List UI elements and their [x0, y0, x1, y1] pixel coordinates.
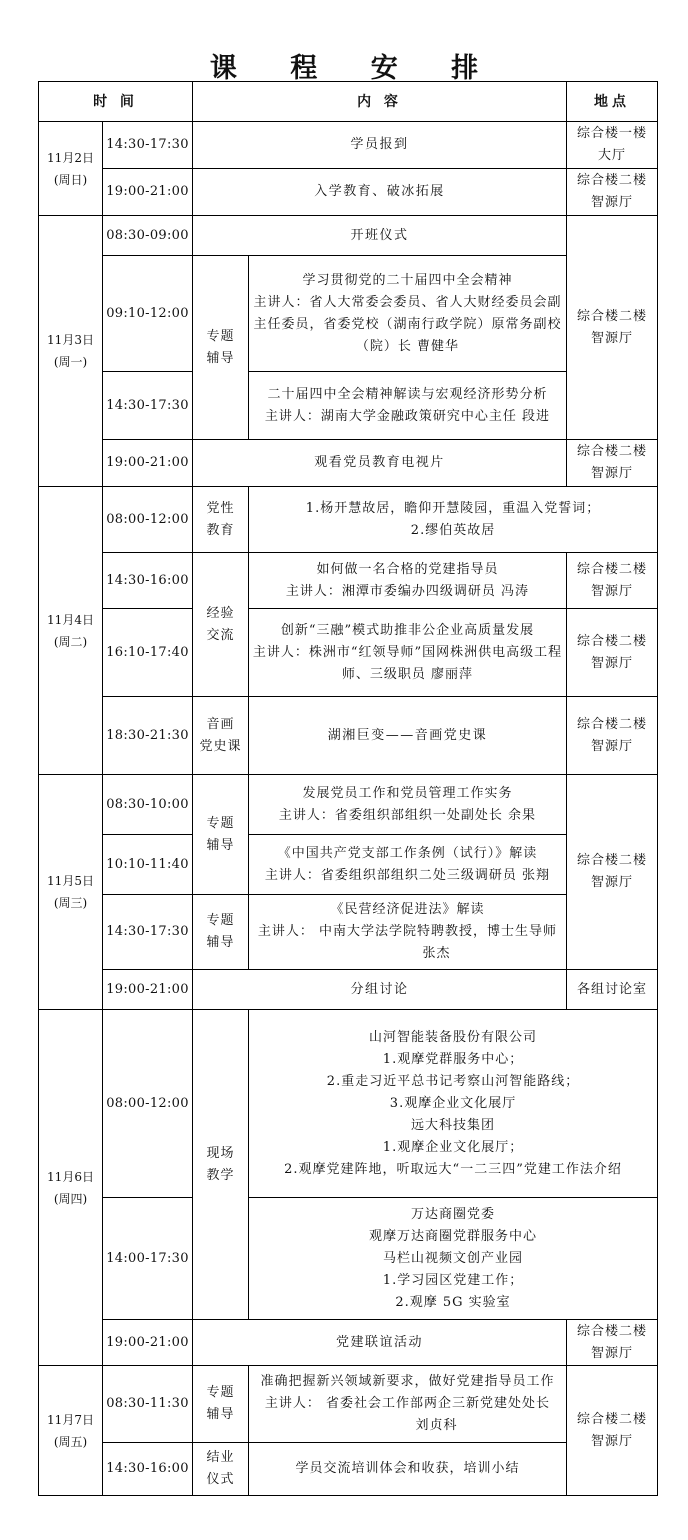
time-cell: 19:00-21:00: [103, 970, 193, 1010]
table-row: [39, 1198, 658, 1320]
content-cell: 二十届四中全会精神解读与宏观经济形势分析 主讲人：湖南大学金融政策研究中心主任 段进: [249, 372, 567, 440]
category-cell: 党性 教育: [193, 487, 249, 553]
content-cell: 1.杨开慧故居，瞻仰开慧陵园，重温入党誓词； 2.缪伯英故居: [249, 487, 658, 553]
location-cell: 综合楼二楼 智源厅: [567, 440, 658, 487]
time-cell: 18:30-21:30: [103, 697, 193, 775]
date-cell: 11月3日 (周一): [39, 216, 103, 487]
time-cell: 08:30-10:00: [103, 775, 193, 835]
time-cell: 08:00-12:00: [103, 487, 193, 553]
table-row: [39, 1010, 658, 1198]
time-cell: 19:00-21:00: [103, 440, 193, 487]
content-cell: 观看党员教育电视片: [193, 440, 567, 487]
weekday: (周日): [53, 172, 88, 187]
content-cell: 入学教育、破冰拓展: [193, 169, 567, 216]
table-row: [39, 440, 658, 487]
page-title: 课 程 安 排: [209, 53, 501, 84]
category-cell: 专题 辅导: [193, 775, 249, 895]
header-content: 内 容: [193, 82, 567, 122]
table-row: [39, 487, 658, 553]
table-row: [39, 970, 658, 1010]
content-cell: 万达商圈党委 观摩万达商圈党群服务中心 马栏山视频文创产业园 1.学习园区党建工作； 2.观摩 5G 实验室: [249, 1198, 658, 1320]
time-cell: 09:10-12:00: [103, 256, 193, 372]
category-cell: 音画 党史课: [193, 697, 249, 775]
content-cell: 《民营经济促进法》解读 主讲人： 中南大学法学院特聘教授，博士生导师 张杰: [249, 895, 567, 970]
date-cell: [39, 122, 103, 216]
location-cell: 综合楼二楼 智源厅: [567, 216, 658, 440]
header-location: 地点: [567, 82, 658, 122]
content-cell: 如何做一名合格的党建指导员 主讲人：湘潭市委编办四级调研员 冯涛: [249, 553, 567, 609]
time-cell: 16:10-17:40: [103, 609, 193, 697]
content-cell: 分组讨论: [193, 970, 567, 1010]
content-cell: 准确把握新兴领域新要求，做好党建指导员工作 主讲人： 省委社会工作部两企三新党建处处长 刘贞科: [249, 1366, 567, 1443]
location-cell: 综合楼二楼 智源厅: [567, 609, 658, 697]
date-cell: 11月5日 (周三): [39, 775, 103, 1010]
time-cell: 10:10-11:40: [103, 835, 193, 895]
date: 11月2日: [47, 150, 94, 165]
table-row: [39, 256, 658, 372]
table-row: [39, 169, 658, 216]
location-cell: 综合楼二楼 智源厅: [567, 1320, 658, 1366]
time-cell: 14:00-17:30: [103, 1198, 193, 1320]
location-cell: 各组讨论室: [567, 970, 658, 1010]
content-cell: 党建联谊活动: [193, 1320, 567, 1366]
table-row: [39, 697, 658, 775]
content-cell: 湖湘巨变——音画党史课: [249, 697, 567, 775]
content-cell: 学习贯彻党的二十届四中全会精神 主讲人：省人大常委会委员、省人大财经委员会副主任委员，省委党校（湖南行政学院）原常务副校（院）长 曹健华: [249, 256, 567, 372]
content-cell: 山河智能装备股份有限公司 1.观摩党群服务中心； 2.重走习近平总书记考察山河智能路线； 3.观摩企业文化展厅 远大科技集团 1.观摩企业文化展厅； 2.观摩党建阵地，听取远大“一二三四”党建工作法介绍: [249, 1010, 658, 1198]
header-row: [39, 82, 658, 122]
category-cell: 专题 辅导: [193, 895, 249, 970]
table-row: [39, 1320, 658, 1366]
time-cell: 08:00-12:00: [103, 1010, 193, 1198]
content-cell: 开班仪式: [193, 216, 567, 256]
table-row: [39, 553, 658, 609]
category-cell: 专题 辅导: [193, 1366, 249, 1443]
date-cell: 11月7日 (周五): [39, 1366, 103, 1496]
content-cell: 发展党员工作和党员管理工作实务 主讲人：省委组织部组织一处副处长 余果: [249, 775, 567, 835]
location-cell: 综合楼一楼 大厅: [567, 122, 658, 169]
category-cell: 经验 交流: [193, 553, 249, 697]
time-cell: 14:30-16:00: [103, 1443, 193, 1496]
category-cell: 结业 仪式: [193, 1443, 249, 1496]
location-cell: 综合楼二楼 智源厅: [567, 775, 658, 970]
time-cell: 19:00-21:00: [103, 169, 193, 216]
location-cell: 综合楼二楼 智源厅: [567, 697, 658, 775]
time-cell: 14:30-17:30: [103, 895, 193, 970]
location-cell: 综合楼二楼 智源厅: [567, 1366, 658, 1496]
location-cell: 综合楼二楼 智源厅: [567, 169, 658, 216]
content-cell: 《中国共产党支部工作条例（试行）》解读 主讲人：省委组织部组织二处三级调研员 张翔: [249, 835, 567, 895]
schedule-table: [38, 81, 658, 1496]
table-row: [39, 372, 658, 440]
table-row: [39, 835, 658, 895]
date-cell: 11月6日 (周四): [39, 1010, 103, 1366]
location-cell: 综合楼二楼 智源厅: [567, 553, 658, 609]
table-row: [39, 1443, 658, 1496]
time-cell: 19:00-21:00: [103, 1320, 193, 1366]
time-cell: 08:30-11:30: [103, 1366, 193, 1443]
table-row: [39, 216, 658, 256]
table-row: [39, 609, 658, 697]
content-cell: 创新“三融”模式助推非公企业高质量发展 主讲人：株洲市“红领导师”国网株洲供电高级工程师、三级职员 廖丽萍: [249, 609, 567, 697]
time-cell: 14:30-17:30: [103, 372, 193, 440]
table-row: [39, 1366, 658, 1443]
table-row: [39, 122, 658, 169]
table-row: [39, 895, 658, 970]
category-cell: 专题 辅导: [193, 256, 249, 440]
time-cell: 14:30-17:30: [103, 122, 193, 169]
time-cell: 08:30-09:00: [103, 216, 193, 256]
content-cell: 学员交流培训体会和收获，培训小结: [249, 1443, 567, 1496]
category-cell: 现场 教学: [193, 1010, 249, 1320]
content-cell: 学员报到: [193, 122, 567, 169]
header-time: 时 间: [39, 82, 193, 122]
table-row: [39, 775, 658, 835]
date-cell: 11月4日 (周二): [39, 487, 103, 775]
time-cell: 14:30-16:00: [103, 553, 193, 609]
